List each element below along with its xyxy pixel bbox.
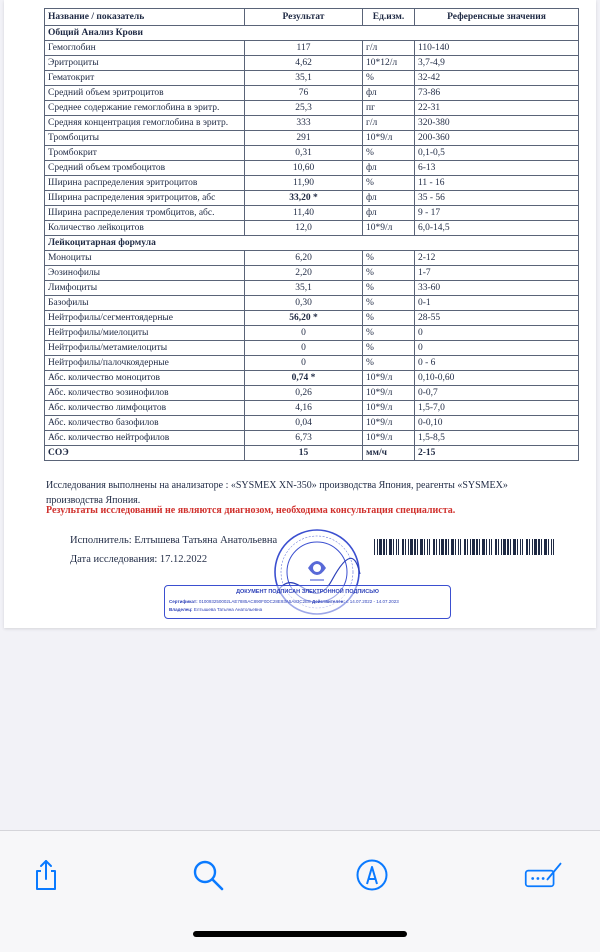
header-reference: Референсные значения	[415, 9, 579, 26]
cell-unit: %	[363, 251, 415, 266]
cell-unit: 10*9/л	[363, 401, 415, 416]
barcode-bar	[379, 539, 382, 555]
cell-reference: 1,5-7,0	[415, 401, 579, 416]
barcode-bar	[467, 539, 468, 555]
barcode-bar	[460, 539, 461, 555]
cell-result: 0	[245, 341, 363, 356]
barcode-bar	[455, 539, 456, 555]
cell-unit: 10*9/л	[363, 221, 415, 236]
barcode-bar	[408, 539, 409, 555]
cell-unit: 10*9/л	[363, 371, 415, 386]
table-row	[45, 281, 579, 296]
table-row	[45, 266, 579, 281]
barcode-bar	[414, 539, 416, 555]
cell-unit: фл	[363, 206, 415, 221]
barcode-bar	[436, 539, 437, 555]
barcode-bar	[520, 539, 521, 555]
barcode-bar	[538, 539, 540, 555]
search-button[interactable]	[188, 855, 228, 895]
header-name: Название / показатель	[45, 9, 245, 26]
barcode-bar	[433, 539, 435, 555]
table-row	[45, 176, 579, 191]
cell-result: 11,40	[245, 206, 363, 221]
cell-result: 2,20	[245, 266, 363, 281]
cell-name: Эритроциты	[45, 56, 245, 71]
results-table	[44, 8, 579, 461]
cell-result: 333	[245, 116, 363, 131]
cell-name: Абс. количество моноцитов	[45, 371, 245, 386]
barcode-bar	[393, 539, 394, 555]
cell-reference: 28-55	[415, 311, 579, 326]
barcode-bar	[553, 539, 554, 555]
cell-name: Абс. количество эозинофилов	[45, 386, 245, 401]
cell-result: 12,0	[245, 221, 363, 236]
disclaimer-warning: Результаты исследований не являются диагнозом, необходима консультация специалиста.	[46, 505, 456, 516]
cell-reference: 200-360	[415, 131, 579, 146]
cell-unit: %	[363, 146, 415, 161]
barcode-bar	[410, 539, 413, 555]
barcode-bar	[386, 539, 387, 555]
barcode-bar	[482, 539, 485, 555]
cell-name: Абс. количество базофилов	[45, 416, 245, 431]
cell-unit: %	[363, 356, 415, 371]
cell-name: Средний объем тромбоцитов	[45, 161, 245, 176]
cell-name: Лейкоцитарная формула	[45, 236, 579, 251]
cell-unit: %	[363, 341, 415, 356]
table-row	[45, 161, 579, 176]
barcode-bar	[534, 539, 537, 555]
cell-reference: 0,1-0,5	[415, 146, 579, 161]
cell-unit: %	[363, 311, 415, 326]
cell-reference: 110-140	[415, 41, 579, 56]
table-row	[45, 401, 579, 416]
table-row	[45, 341, 579, 356]
barcode-bar	[383, 539, 385, 555]
barcode-bar	[458, 539, 459, 555]
table-row	[45, 86, 579, 101]
table-row	[45, 431, 579, 446]
barcode-bar	[479, 539, 480, 555]
cell-result: 15	[245, 446, 363, 461]
cell-result: 56,20 *	[245, 311, 363, 326]
cell-result: 4,16	[245, 401, 363, 416]
header-result: Результат	[245, 9, 363, 26]
esig-certificate: Сертификат: 010093250002LAE7885AC890F0DC28E93A5A83C2E8 Действителен: с 14.07.2022 - 14.07.2023	[169, 599, 399, 604]
cell-unit: 10*9/л	[363, 431, 415, 446]
cell-unit: пг	[363, 101, 415, 116]
cell-name: СОЭ	[45, 446, 245, 461]
cell-result: 35,1	[245, 281, 363, 296]
cell-result: 0,30	[245, 296, 363, 311]
barcode-bar	[448, 539, 449, 555]
barcode-bar	[495, 539, 497, 555]
barcode-bar	[522, 539, 523, 555]
cell-result: 25,3	[245, 101, 363, 116]
cell-reference: 6,0-14,5	[415, 221, 579, 236]
table-row	[45, 251, 579, 266]
cell-name: Абс. количество лимфоцитов	[45, 401, 245, 416]
cell-name: Нейтрофилы/палочкоядерные	[45, 356, 245, 371]
table-header-row	[45, 9, 579, 26]
cell-result: 0,74 *	[245, 371, 363, 386]
barcode-bar	[510, 539, 511, 555]
barcode-bar	[464, 539, 466, 555]
cell-result: 0,31	[245, 146, 363, 161]
cell-name: Количество лейкоцитов	[45, 221, 245, 236]
cell-result: 117	[245, 41, 363, 56]
cell-unit: 10*12/л	[363, 56, 415, 71]
cell-unit: г/л	[363, 41, 415, 56]
cell-name: Ширина распределения эритроцитов	[45, 176, 245, 191]
table-row	[45, 326, 579, 341]
cell-reference: 2-15	[415, 446, 579, 461]
cell-result: 76	[245, 86, 363, 101]
barcode-bar	[489, 539, 490, 555]
barcode-bar	[526, 539, 528, 555]
cell-reference: 1-7	[415, 266, 579, 281]
cell-result: 0	[245, 326, 363, 341]
barcode	[374, 539, 558, 555]
cell-result: 11,90	[245, 176, 363, 191]
executor-line: Исполнитель: Елтышева Татьяна Анатольевна	[70, 535, 278, 546]
cell-unit: %	[363, 176, 415, 191]
cell-result: 0,04	[245, 416, 363, 431]
barcode-bar	[377, 539, 378, 555]
barcode-bar	[491, 539, 492, 555]
cell-name: Лимфоциты	[45, 281, 245, 296]
table-row	[45, 221, 579, 236]
barcode-bar	[517, 539, 518, 555]
research-date: Дата исследования: 17.12.2022	[70, 554, 208, 565]
lab-report-page	[4, 0, 596, 628]
table-row	[45, 416, 579, 431]
barcode-bar	[544, 539, 547, 555]
table-row	[45, 131, 579, 146]
barcode-bar	[503, 539, 506, 555]
barcode-bar	[501, 539, 502, 555]
cell-name: Общий Анализ Крови	[45, 26, 579, 41]
cell-result: 6,73	[245, 431, 363, 446]
barcode-bar	[389, 539, 392, 555]
barcode-bar	[396, 539, 397, 555]
barcode-bar	[402, 539, 404, 555]
cell-unit: г/л	[363, 116, 415, 131]
barcode-bar	[429, 539, 430, 555]
barcode-bar	[472, 539, 475, 555]
barcode-bar	[417, 539, 418, 555]
barcode-bar	[445, 539, 447, 555]
cell-name: Тромбоциты	[45, 131, 245, 146]
barcode-bar	[441, 539, 444, 555]
cell-unit: 10*9/л	[363, 416, 415, 431]
barcode-bar	[507, 539, 509, 555]
cell-result: 35,1	[245, 71, 363, 86]
barcode-bar	[398, 539, 399, 555]
barcode-bar	[427, 539, 428, 555]
barcode-bar	[405, 539, 406, 555]
cell-result: 6,20	[245, 251, 363, 266]
section-row	[45, 26, 579, 41]
table-row	[45, 116, 579, 131]
cell-reference: 73-86	[415, 86, 579, 101]
cell-result: 33,20 *	[245, 191, 363, 206]
cell-name: Ширина распределения эритроцитов, абс	[45, 191, 245, 206]
table-row	[45, 56, 579, 71]
barcode-bar	[439, 539, 440, 555]
table-row	[45, 371, 579, 386]
analyzer-note: Исследования выполнены на анализаторе : «SYSMEX XN-350» производства Япония, реагенты «SYSMEX» производства Япония.	[46, 480, 508, 506]
barcode-bar	[498, 539, 499, 555]
table-row	[45, 386, 579, 401]
table-row	[45, 311, 579, 326]
cell-name: Абс. количество нейтрофилов	[45, 431, 245, 446]
cell-unit: %	[363, 326, 415, 341]
cell-reference: 22-31	[415, 101, 579, 116]
cell-name: Базофилы	[45, 296, 245, 311]
cell-name: Гематокрит	[45, 71, 245, 86]
table-row	[45, 296, 579, 311]
barcode-bar	[513, 539, 516, 555]
share-icon	[31, 858, 61, 892]
cell-reference: 6-13	[415, 161, 579, 176]
barcode-bar	[486, 539, 487, 555]
annotate-button[interactable]	[524, 855, 564, 895]
barcode-bar	[424, 539, 425, 555]
cell-name: Тромбокрит	[45, 146, 245, 161]
cell-reference: 0-1	[415, 296, 579, 311]
section-row	[45, 236, 579, 251]
cell-reference: 33-60	[415, 281, 579, 296]
cell-result: 10,60	[245, 161, 363, 176]
barcode-bar	[420, 539, 423, 555]
cell-unit: фл	[363, 86, 415, 101]
cell-unit: %	[363, 71, 415, 86]
cell-unit: 10*9/л	[363, 386, 415, 401]
table-body	[45, 26, 579, 461]
table-row	[45, 101, 579, 116]
table-row	[45, 356, 579, 371]
share-button[interactable]	[26, 855, 66, 895]
cell-reference: 3,7-4,9	[415, 56, 579, 71]
cell-unit: %	[363, 266, 415, 281]
barcode-bar	[548, 539, 549, 555]
cell-reference: 320-380	[415, 116, 579, 131]
barcode-bar	[476, 539, 478, 555]
cell-reference: 0	[415, 341, 579, 356]
cell-name: Ширина распределения тромбцитов, абс.	[45, 206, 245, 221]
cell-name: Нейтрофилы/метамиелоциты	[45, 341, 245, 356]
cell-unit: мм/ч	[363, 446, 415, 461]
cell-result: 4,62	[245, 56, 363, 71]
barcode-bar	[470, 539, 471, 555]
home-indicator[interactable]	[193, 931, 407, 937]
cell-name: Средняя концентрация гемоглобина в эритр.	[45, 116, 245, 131]
cell-reference: 1,5-8,5	[415, 431, 579, 446]
cell-reference: 0,10-0,60	[415, 371, 579, 386]
cell-reference: 9 - 17	[415, 206, 579, 221]
cell-name: Моноциты	[45, 251, 245, 266]
markup-button[interactable]	[352, 855, 392, 895]
cell-reference: 11 - 16	[415, 176, 579, 191]
header-unit: Ед.изм.	[363, 9, 415, 26]
annotate-icon	[524, 858, 564, 892]
table-row	[45, 206, 579, 221]
cell-reference: 0	[415, 326, 579, 341]
barcode-bar	[451, 539, 454, 555]
cell-name: Нейтрофилы/миелоциты	[45, 326, 245, 341]
esig-title: ДОКУМЕНТ ПОДПИСАН ЭЛЕКТРОННОЙ ПОДПИСЬЮ	[236, 589, 379, 595]
barcode-bar	[532, 539, 533, 555]
cell-result: 291	[245, 131, 363, 146]
cell-name: Гемоглобин	[45, 41, 245, 56]
cell-unit: %	[363, 281, 415, 296]
barcode-bar	[541, 539, 542, 555]
cell-result: 0,26	[245, 386, 363, 401]
cell-name: Эозинофилы	[45, 266, 245, 281]
cell-reference: 2-12	[415, 251, 579, 266]
search-icon	[191, 858, 225, 892]
barcode-bar	[529, 539, 530, 555]
cell-reference: 0 - 6	[415, 356, 579, 371]
cell-unit: фл	[363, 191, 415, 206]
table-row	[45, 146, 579, 161]
table-row	[45, 71, 579, 86]
cell-unit: фл	[363, 161, 415, 176]
cell-name: Нейтрофилы/сегментоядерные	[45, 311, 245, 326]
table-row	[45, 191, 579, 206]
barcode-bar	[551, 539, 552, 555]
cell-reference: 0-0,10	[415, 416, 579, 431]
cell-unit: 10*9/л	[363, 131, 415, 146]
barcode-bar	[374, 539, 375, 555]
markup-icon	[355, 858, 389, 892]
cell-name: Среднее содержание гемоглобина в эритр.	[45, 101, 245, 116]
electronic-signature-box	[164, 585, 451, 619]
esig-owner: Владелец: Елтышева Татьяна Анатольевна	[169, 607, 263, 612]
cell-unit: %	[363, 296, 415, 311]
cell-reference: 32-42	[415, 71, 579, 86]
table-row	[45, 41, 579, 56]
section-row	[45, 446, 579, 461]
cell-reference: 0-0,7	[415, 386, 579, 401]
cell-result: 0	[245, 356, 363, 371]
cell-reference: 35 - 56	[415, 191, 579, 206]
cell-name: Средний объем эритроцитов	[45, 86, 245, 101]
